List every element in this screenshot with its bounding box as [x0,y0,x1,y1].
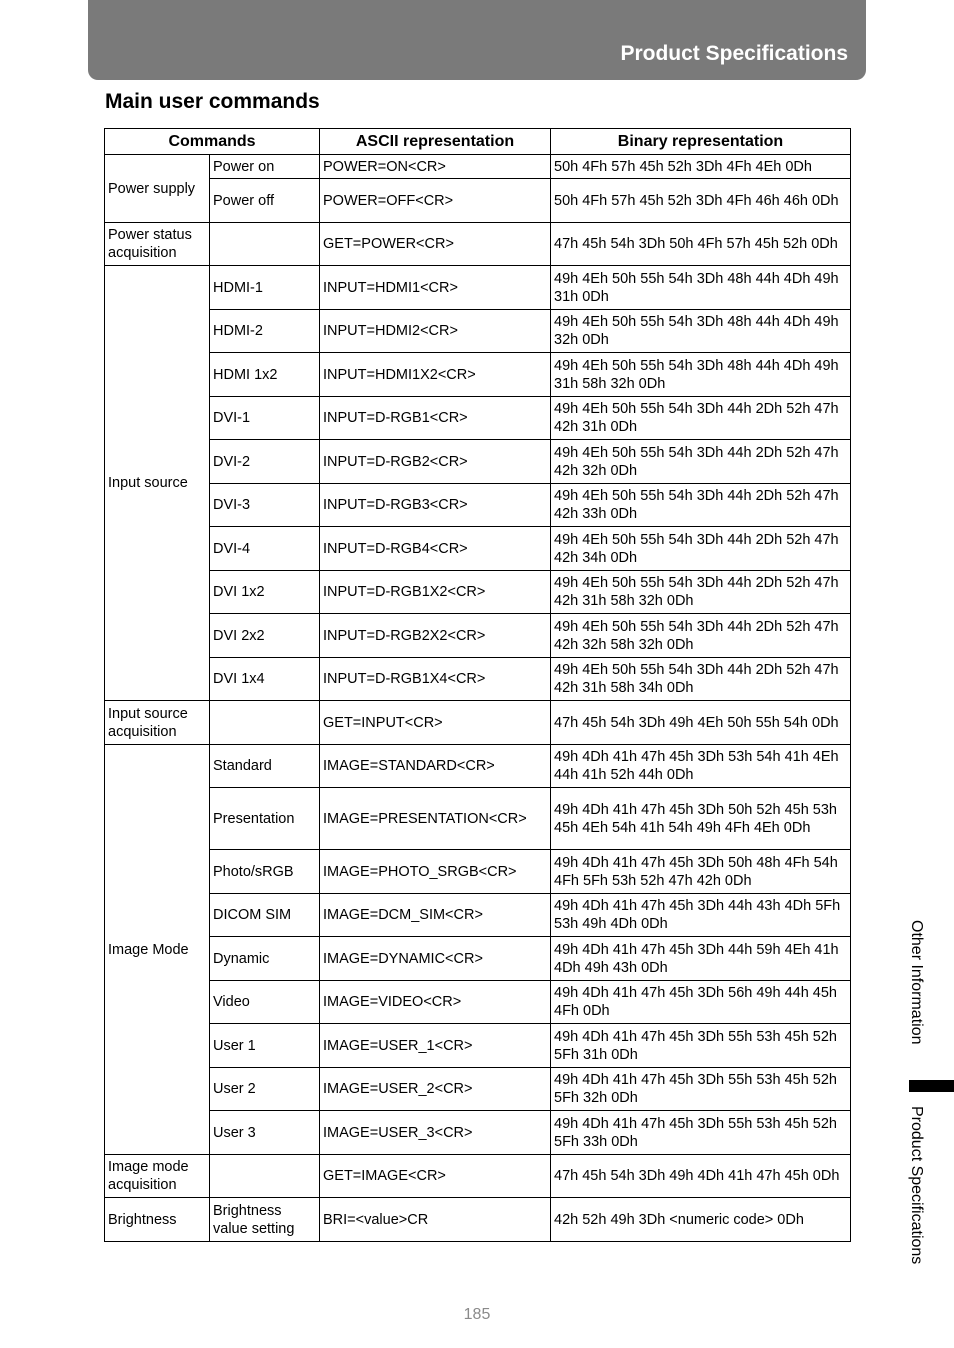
side-tab-product-specifications[interactable]: Product Specifications [908,1106,925,1265]
binary-cell: 49h 4Eh 50h 55h 54h 3Dh 48h 44h 4Dh 49h 31h 0Dh [551,266,851,310]
table-row [105,1155,851,1198]
command-cell: Photo/sRGB [210,850,320,894]
binary-cell: 49h 4Eh 50h 55h 54h 3Dh 44h 2Dh 52h 47h 42h 34h 0Dh [551,527,851,571]
section-title: Main user commands [105,90,320,113]
binary-cell: 47h 45h 54h 3Dh 50h 4Fh 57h 45h 52h 0Dh [551,223,851,266]
binary-cell: 49h 4Eh 50h 55h 54h 3Dh 44h 2Dh 52h 47h 42h 32h 0Dh [551,440,851,484]
ascii-cell: INPUT=HDMI1X2<CR> [320,353,551,397]
command-cell: DVI-2 [210,440,320,484]
table-row [105,1198,851,1242]
binary-cell: 49h 4Dh 41h 47h 45h 3Dh 55h 53h 45h 52h 5Fh 31h 0Dh [551,1024,851,1068]
header-commands: Commands [105,129,320,155]
table-row [105,1111,851,1155]
command-cell [210,223,320,266]
binary-cell: 49h 4Dh 41h 47h 45h 3Dh 55h 53h 45h 52h 5Fh 32h 0Dh [551,1068,851,1111]
ascii-cell: INPUT=D-RGB1X4<CR> [320,658,551,701]
command-cell: HDMI-2 [210,310,320,353]
binary-cell: 49h 4Eh 50h 55h 54h 3Dh 44h 2Dh 52h 47h 42h 32h 58h 32h 0Dh [551,614,851,658]
ascii-cell: IMAGE=STANDARD<CR> [320,745,551,788]
table-row [105,527,851,571]
binary-cell: 49h 4Eh 50h 55h 54h 3Dh 44h 2Dh 52h 47h 42h 31h 58h 34h 0Dh [551,658,851,701]
ascii-cell: INPUT=D-RGB1<CR> [320,397,551,440]
command-cell: DVI-1 [210,397,320,440]
header-title: Product Specifications [620,42,848,65]
table-row [105,397,851,440]
table-row [105,850,851,894]
ascii-cell: IMAGE=PHOTO_SRGB<CR> [320,850,551,894]
binary-cell: 49h 4Dh 41h 47h 45h 3Dh 50h 48h 4Fh 54h 4Fh 5Fh 53h 52h 47h 42h 0Dh [551,850,851,894]
binary-cell: 49h 4Dh 41h 47h 45h 3Dh 55h 53h 45h 52h 5Fh 33h 0Dh [551,1111,851,1155]
command-cell: Power on [210,155,320,179]
ascii-cell: INPUT=D-RGB2X2<CR> [320,614,551,658]
ascii-cell: IMAGE=DYNAMIC<CR> [320,937,551,981]
ascii-cell: IMAGE=DCM_SIM<CR> [320,894,551,937]
table-row [105,266,851,310]
ascii-cell: POWER=OFF<CR> [320,179,551,223]
ascii-cell: GET=INPUT<CR> [320,701,551,745]
ascii-cell: IMAGE=USER_1<CR> [320,1024,551,1068]
binary-cell: 49h 4Eh 50h 55h 54h 3Dh 48h 44h 4Dh 49h 32h 0Dh [551,310,851,353]
command-cell: DICOM SIM [210,894,320,937]
table-row [105,937,851,981]
command-cell: Video [210,981,320,1024]
table-row [105,658,851,701]
command-group-cell: Input source acquisition [105,701,210,745]
command-cell [210,701,320,745]
table-row [105,440,851,484]
binary-cell: 49h 4Dh 41h 47h 45h 3Dh 53h 54h 41h 4Eh 44h 41h 52h 44h 0Dh [551,745,851,788]
table-row [105,745,851,788]
binary-cell: 49h 4Dh 41h 47h 45h 3Dh 44h 59h 4Eh 41h 4Dh 49h 43h 0Dh [551,937,851,981]
binary-cell: 50h 4Fh 57h 45h 52h 3Dh 4Fh 4Eh 0Dh [551,155,851,179]
table-row [105,179,851,223]
command-cell: Brightness value setting [210,1198,320,1242]
command-cell: User 1 [210,1024,320,1068]
ascii-cell: IMAGE=USER_2<CR> [320,1068,551,1111]
ascii-cell: INPUT=D-RGB1X2<CR> [320,571,551,614]
ascii-cell: GET=POWER<CR> [320,223,551,266]
table-row [105,571,851,614]
ascii-cell: POWER=ON<CR> [320,155,551,179]
header-ascii: ASCII representation [320,129,551,155]
command-cell: Dynamic [210,937,320,981]
binary-cell: 42h 52h 49h 3Dh <numeric code> 0Dh [551,1198,851,1242]
command-cell: DVI 1x2 [210,571,320,614]
table-row [105,310,851,353]
ascii-cell: IMAGE=VIDEO<CR> [320,981,551,1024]
command-cell: User 3 [210,1111,320,1155]
table-header-row [105,129,851,155]
binary-cell: 49h 4Eh 50h 55h 54h 3Dh 44h 2Dh 52h 47h 42h 31h 58h 32h 0Dh [551,571,851,614]
side-tab-other-information[interactable]: Other Information [908,920,925,1045]
ascii-cell: INPUT=HDMI1<CR> [320,266,551,310]
binary-cell: 49h 4Eh 50h 55h 54h 3Dh 44h 2Dh 52h 47h 42h 33h 0Dh [551,484,851,527]
command-group-cell: Brightness [105,1198,210,1242]
ascii-cell: IMAGE=PRESENTATION<CR> [320,788,551,850]
binary-cell: 47h 45h 54h 3Dh 49h 4Dh 41h 47h 45h 0Dh [551,1155,851,1198]
binary-cell: 49h 4Eh 50h 55h 54h 3Dh 48h 44h 4Dh 49h 31h 58h 32h 0Dh [551,353,851,397]
command-cell: DVI 1x4 [210,658,320,701]
binary-cell: 49h 4Eh 50h 55h 54h 3Dh 44h 2Dh 52h 47h 42h 31h 0Dh [551,397,851,440]
binary-cell: 49h 4Dh 41h 47h 45h 3Dh 44h 43h 4Dh 5Fh 53h 49h 4Dh 0Dh [551,894,851,937]
ascii-cell: INPUT=D-RGB2<CR> [320,440,551,484]
ascii-cell: GET=IMAGE<CR> [320,1155,551,1198]
ascii-cell: INPUT=D-RGB4<CR> [320,527,551,571]
command-group-cell: Input source [105,266,210,701]
command-cell: User 2 [210,1068,320,1111]
table-row [105,894,851,937]
command-cell [210,1155,320,1198]
table-row [105,353,851,397]
command-group-cell: Image Mode [105,745,210,1155]
command-cell: DVI 2x2 [210,614,320,658]
side-tab-marker [909,1080,954,1092]
command-cell: Power off [210,179,320,223]
table-row [105,1068,851,1111]
command-group-cell: Power supply [105,155,210,223]
ascii-cell: BRI=<value>CR [320,1198,551,1242]
ascii-cell: INPUT=HDMI2<CR> [320,310,551,353]
command-cell: DVI-4 [210,527,320,571]
binary-cell: 49h 4Dh 41h 47h 45h 3Dh 56h 49h 44h 45h 4Fh 0Dh [551,981,851,1024]
binary-cell: 49h 4Dh 41h 47h 45h 3Dh 50h 52h 45h 53h 45h 4Eh 54h 41h 54h 49h 4Fh 4Eh 0Dh [551,788,851,850]
command-group-cell: Power status acquisition [105,223,210,266]
table-row [105,788,851,850]
ascii-cell: IMAGE=USER_3<CR> [320,1111,551,1155]
table-row [105,981,851,1024]
commands-table [104,128,851,1242]
command-cell: DVI-3 [210,484,320,527]
table-row [105,484,851,527]
binary-cell: 47h 45h 54h 3Dh 49h 4Eh 50h 55h 54h 0Dh [551,701,851,745]
table-row [105,155,851,179]
command-cell: Presentation [210,788,320,850]
table-row [105,614,851,658]
header-binary: Binary representation [551,129,851,155]
command-cell: HDMI 1x2 [210,353,320,397]
ascii-cell: INPUT=D-RGB3<CR> [320,484,551,527]
binary-cell: 50h 4Fh 57h 45h 52h 3Dh 4Fh 46h 46h 0Dh [551,179,851,223]
page-number: 185 [463,1306,491,1323]
table-row [105,1024,851,1068]
table-row [105,223,851,266]
table-row [105,701,851,745]
command-group-cell: Image mode acquisition [105,1155,210,1198]
command-cell: Standard [210,745,320,788]
header-bar [88,0,866,80]
command-cell: HDMI-1 [210,266,320,310]
